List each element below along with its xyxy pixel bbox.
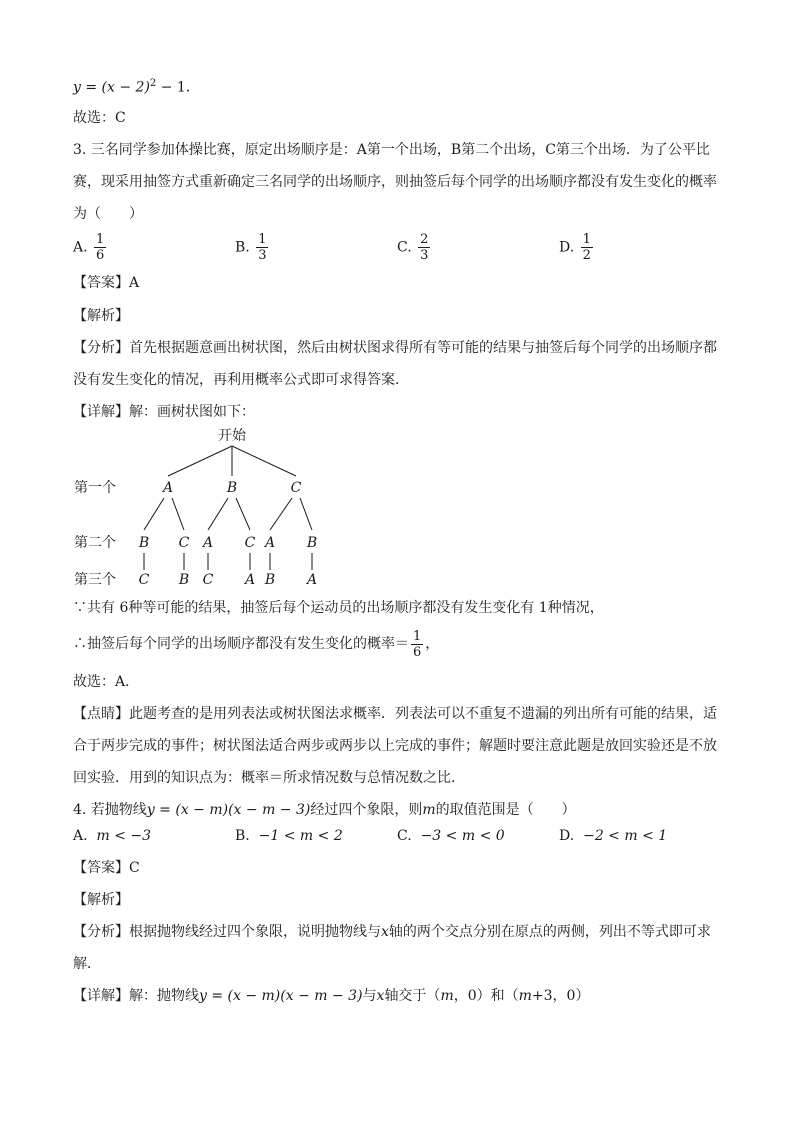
tree-node-l3: B <box>264 572 276 588</box>
xiangjie-text-c: 轴交于（ <box>384 988 441 1004</box>
tree-root: 开始 <box>218 428 246 444</box>
option-expr: m < −3 <box>96 828 152 844</box>
q4-stem-suffix: 的取值范围是（ ） <box>435 802 576 818</box>
tree-node-l2: A <box>264 535 276 551</box>
tree-node-l2: B <box>306 535 318 551</box>
fraction-denominator: 3 <box>258 248 267 263</box>
q3-dianjing-line2: 合于两步完成的事件；树状图法适合两步或两步以上完成的事件；解题时要注意此题是放回实验还是不放 <box>73 738 717 754</box>
q3-option-d-label: D. <box>559 239 575 256</box>
fenxi-tag: 【分析】 <box>73 924 129 940</box>
q4-options <box>73 826 713 848</box>
tree-node-l1-c: C <box>290 480 302 496</box>
prev-formula-exp: 2 <box>149 78 157 89</box>
xiangjie-text-d: ，0）和（ <box>453 988 519 1004</box>
dianjing-text: 此题考查的是用列表法或树状图法求概率．列表法可以不重复不遗漏的列出所有可能的结果，适 <box>129 706 717 722</box>
tree-node-l3: B <box>178 572 190 588</box>
q3-stem-line3: 为（ ） <box>73 206 143 222</box>
q3-dianjing-line3: 回实验．用到的知识点为：概率＝所求情况数与总情况数之比． <box>73 770 465 786</box>
fraction-numerator: 1 <box>582 232 591 247</box>
tree-node-l3: A <box>306 572 318 588</box>
q4-stem-var: m <box>422 802 436 818</box>
tree-node-l3: A <box>244 572 256 588</box>
option-label: D. <box>559 828 575 844</box>
fraction-denominator: 6 <box>96 248 105 263</box>
q4-answer <box>73 858 140 878</box>
q3-analysis-tag: 【解析】 <box>73 308 129 324</box>
q4-option-c <box>397 826 505 846</box>
q3-stem-line1: 3. 三名同学参加体操比赛，原定出场顺序是：A第一个出场，B第二个出场，C第三个出场．为了公平比 <box>73 142 710 158</box>
fraction-denominator: 3 <box>420 248 429 263</box>
q3-choice: 故选：A． <box>73 674 140 690</box>
prev-choice: 故选：C <box>73 110 126 126</box>
q3-option-a <box>73 232 108 263</box>
fraction-numerator: 1 <box>258 232 267 247</box>
tree-node-l3: C <box>138 572 150 588</box>
tree-node-l2: B <box>138 535 150 551</box>
option-expr: −2 < m < 1 <box>583 828 668 844</box>
fenxi-text-2: 轴的两个交点分别在原点的两侧，列出不等式即可求 <box>388 924 711 940</box>
q3-dianjing-line1 <box>73 704 717 724</box>
tree-node-l2: C <box>244 535 256 551</box>
fraction-numerator: 1 <box>96 232 105 247</box>
xiangjie-m2: m <box>518 988 532 1004</box>
q3-result-fraction <box>411 629 423 660</box>
q3-option-c-label: C. <box>397 239 412 256</box>
tree-edge <box>172 498 184 530</box>
tree-row-label-1: 第一个 <box>74 480 116 496</box>
fenxi-tag: 【分析】 <box>73 340 129 356</box>
option-expr: −3 < m < 0 <box>420 828 505 844</box>
q4-fenxi-line2: 解． <box>73 956 101 972</box>
fraction-numerator: 2 <box>420 232 429 247</box>
tree-edge <box>144 498 164 530</box>
q3-options <box>73 232 713 266</box>
tree-edge <box>168 446 232 476</box>
tree-node-l1-a: A <box>162 480 174 496</box>
q3-option-b-fraction <box>256 232 268 263</box>
q3-option-a-label: A. <box>73 239 88 256</box>
fenxi-text: 首先根据题意画出树状图，然后由树状图求得所有等可能的结果与抽签后每个同学的出场顺序都 <box>129 340 717 356</box>
q3-stem-line2: 赛，现采用抽签方式重新确定三名同学的出场顺序，则抽签后每个同学的出场顺序都没有发生变化的概率 <box>73 174 717 190</box>
fraction-numerator: 1 <box>413 628 422 644</box>
answer-tag: 【答案】 <box>73 275 129 291</box>
answer-value: C <box>129 860 140 876</box>
tree-row-label-2: 第二个 <box>74 535 116 551</box>
q3-therefore-line <box>73 626 439 662</box>
xiangjie-text: 解：画树状图如下： <box>129 404 255 420</box>
xiangjie-text-e: +3，0） <box>531 988 590 1004</box>
therefore-text: ∴抽签后每个同学的出场顺序都没有发生变化的概率＝ <box>73 636 409 652</box>
q4-stem-mid: 经过四个象限，则 <box>310 802 423 818</box>
xiangjie-text-b: 与 <box>362 988 377 1004</box>
fraction-denominator: 6 <box>413 644 422 660</box>
tree-edge <box>236 498 250 530</box>
tree-edge <box>270 498 292 530</box>
q4-stem-formula: y = (x − m)(x − m − 3) <box>146 802 311 818</box>
xiangjie-formula: y = (x − m)(x − m − 3) <box>199 988 363 1004</box>
fenxi-var: x <box>381 924 389 940</box>
q4-option-a <box>73 826 151 846</box>
tree-node-l2: A <box>202 535 214 551</box>
answer-value: A <box>129 275 140 291</box>
q3-option-a-fraction <box>94 232 106 263</box>
q3-since-line: ∵共有 6种等可能的结果，抽签后每个运动员的出场顺序都没有发生变化有 1种情况， <box>73 600 604 616</box>
fraction-denominator: 2 <box>582 248 591 263</box>
q4-xiangjie <box>73 986 589 1006</box>
q4-option-b <box>235 826 343 846</box>
option-label: B. <box>235 828 250 844</box>
prev-formula-lhs: y <box>73 79 81 96</box>
tree-edge <box>208 498 228 530</box>
answer-tag: 【答案】 <box>73 860 129 876</box>
q3-option-c <box>397 232 432 263</box>
prev-formula-mid: = (x − 2) <box>80 79 150 96</box>
q3-option-d-fraction <box>581 232 593 263</box>
q3-option-d <box>559 232 595 263</box>
fenxi-text: 根据抛物线经过四个象限，说明抛物线与 <box>129 924 381 940</box>
tree-diagram <box>60 420 360 595</box>
q4-analysis-tag: 【解析】 <box>73 892 129 908</box>
therefore-tail: ， <box>425 636 440 652</box>
q3-fenxi-line1 <box>73 338 717 358</box>
prev-formula-end: − 1． <box>156 79 200 96</box>
dianjing-tag: 【点睛】 <box>73 706 129 722</box>
q3-answer <box>73 273 139 293</box>
prev-formula <box>73 74 200 98</box>
q4-stem-prefix: 4. 若抛物线 <box>73 802 147 818</box>
xiangjie-m: m <box>440 988 454 1004</box>
tree-edge <box>232 446 296 476</box>
option-expr: −1 < m < 2 <box>258 828 343 844</box>
option-label: C. <box>397 828 412 844</box>
xiangjie-tag: 【详解】 <box>73 404 129 420</box>
tree-node-l2: C <box>178 535 190 551</box>
xiangjie-var: x <box>376 988 385 1004</box>
tree-node-l1-b: B <box>226 480 238 496</box>
xiangjie-text: 解：抛物线 <box>129 988 199 1004</box>
tree-node-l3: C <box>202 572 214 588</box>
q4-fenxi-line1 <box>73 922 711 942</box>
tree-row-label-3: 第三个 <box>74 572 116 588</box>
q3-option-b <box>235 232 270 263</box>
q4-stem <box>73 800 576 820</box>
xiangjie-tag: 【详解】 <box>73 988 129 1004</box>
tree-edge <box>300 498 312 530</box>
q4-option-d <box>559 826 667 846</box>
option-label: A. <box>73 828 88 844</box>
q3-xiangjie <box>73 402 255 422</box>
q3-fenxi-line2: 没有发生变化的情况，再利用概率公式即可求得答案． <box>73 372 409 388</box>
q3-option-c-fraction <box>418 232 430 263</box>
q3-option-b-label: B. <box>235 239 250 256</box>
